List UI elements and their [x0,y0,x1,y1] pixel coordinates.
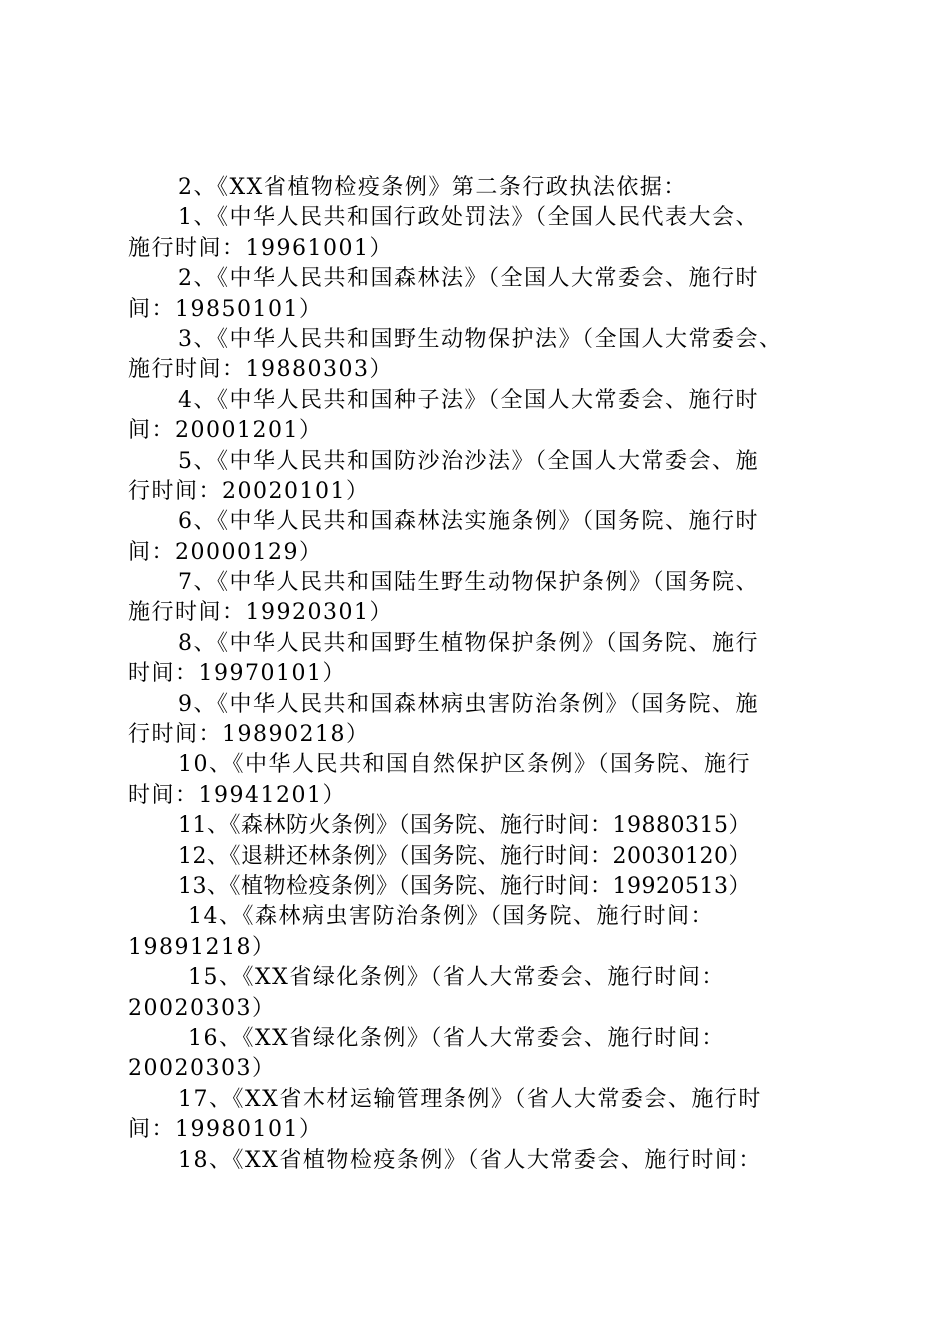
list-item-line: 1、《中华人民共和国行政处罚法》（全国人民代表大会、 [178,205,759,231]
list-item-continuation: 施行时间：19880303） [128,357,393,383]
list-item-continuation: 时间：19970101） [128,661,346,687]
list-item-line: 15、《XX省绿化条例》（省人大常委会、施行时间： [188,965,725,991]
list-item-line: 17、《XX省木材运输管理条例》（省人大常委会、施行时 [178,1086,762,1112]
list-item-continuation: 施行时间：19920301） [128,600,393,626]
section-heading: 2、《XX省植物检疫条例》第二条行政执法依据： [178,175,687,200]
document-body [128,173,834,1176]
list-item-line: 3、《中华人民共和国野生动物保护法》（全国人大常委会、 [178,326,783,352]
list-item-line: 9、《中华人民共和国森林病虫害防治条例》（国务院、施 [178,691,759,717]
list-item-line: 6、《中华人民共和国森林法实施条例》（国务院、施行时 [178,509,759,535]
list-item-line: 16、《XX省绿化条例》（省人大常委会、施行时间： [188,1025,725,1051]
list-item-continuation: 间：20000129） [128,539,323,565]
list-item-line: 13、《植物检疫条例》（国务院、施行时间：19920513） [178,873,751,899]
list-item-line: 2、《中华人民共和国森林法》（全国人大常委会、施行时 [178,266,759,292]
list-item-line: 7、《中华人民共和国陆生野生动物保护条例》（国务院、 [178,570,759,596]
list-item-continuation: 间：20001201） [128,418,323,444]
list-item-line: 11、《森林防火条例》（国务院、施行时间：19880315） [178,813,751,839]
list-item-continuation: 19891218） [128,934,276,960]
list-item-continuation: 行时间：19890218） [128,722,370,748]
list-item-continuation: 20020303） [128,1056,276,1082]
list-item-continuation: 间：19980101） [128,1117,323,1143]
list-item-line: 12、《退耕还林条例》（国务院、施行时间：20030120） [178,843,751,869]
list-item-continuation: 行时间：20020101） [128,478,370,504]
list-item-line: 14、《森林病虫害防治条例》（国务院、施行时间： [188,904,714,930]
list-item-continuation: 间：19850101） [128,296,323,322]
list-item-continuation: 20020303） [128,995,276,1021]
list-item-continuation: 施行时间：19961001） [128,235,393,261]
list-item-line: 18、《XX省植物检疫条例》（省人大常委会、施行时间： [178,1147,762,1173]
list-item-continuation: 时间：19941201） [128,782,346,808]
list-item-line: 4、《中华人民共和国种子法》（全国人大常委会、施行时 [178,387,759,413]
list-item-line: 5、《中华人民共和国防沙治沙法》（全国人大常委会、施 [178,448,759,474]
list-item-line: 10、《中华人民共和国自然保护区条例》（国务院、施行 [178,752,751,778]
list-item-line: 8、《中华人民共和国野生植物保护条例》（国务院、施行 [178,630,759,656]
